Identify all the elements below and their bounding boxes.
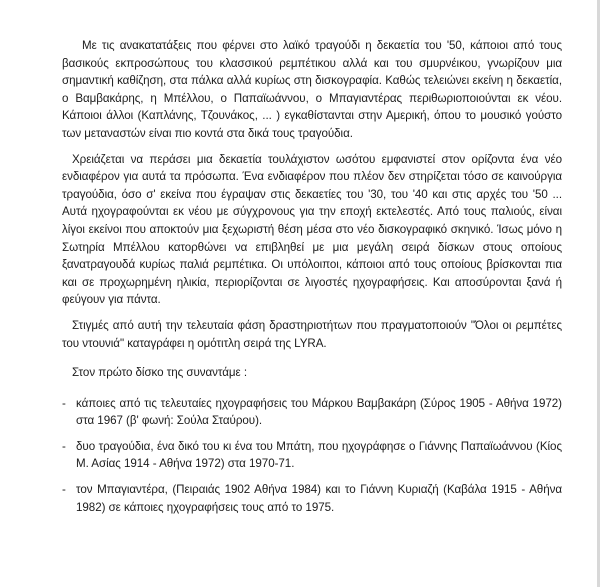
list-intro: Στον πρώτο δίσκο της συναντάμε : [72, 366, 248, 380]
list-marker: - [62, 396, 66, 410]
list-item-text: κάποιες από τις τελευταίες ηχογραφήσεις του Μάρκου Βαμβακάρη (Σύρος 1905 - Αθήνα 1972) στα 1967 (β' φωνή: Σούλα Σταύρου). [76, 396, 562, 428]
list-item [62, 481, 562, 516]
list-item [62, 395, 562, 430]
list-item [62, 438, 562, 473]
paragraph-2: Χρειάζεται να περάσει μια δεκαετία τουλάχιστον ωσότου εμφανιστεί στον ορίζοντα ένα νέο ενδιαφέρον για αυτά τα πρόσωπα. Ένα ενδιαφέρον που πλέον δεν στηρίζεται τόσο σε καινούργια τραγούδια, όσο σ' εκείνα που έγραψαν στις δεκαετίες του '30, του '40 και στις αρχές του '50 ... Αυτά ηχογραφούνται εκ νέου με σύγχρονους για την εποχή εκτελεστές. Από τους παλιούς, είναι λίγοι εκείνοι που αποκτούν μια ξεχωριστή θέση μέσα στο νέο δισκογραφικό σκηνικό. Ίσως μόνο η Σωτηρία Μπέλλου κατορθώνει να επιβληθεί με μια μεγάλη σειρά δίσκων στους οποίους ξανατραγουδά κυρίως παλιά ρεμπέτικα. Οι υπόλοιποι, κάποιοι από τους οποίους βρίσκονται πια και σε προχωρημένη ηλικία, περιορίζονται σε λιγοστές ηχογραφήσεις. Και αποσύρονται ξανά ή φεύγουν για πάντα. [62, 152, 562, 307]
paragraph-3: Στιγμές από αυτή την τελευταία φάση δραστηριοτήτων που πραγματοποιούν "Όλοι οι ρεμπέτες του ντουνιά" καταγράφει η ομότιτλη σειρά της LYRA. [62, 318, 562, 350]
body-text [62, 37, 562, 524]
list-item-text: τον Μπαγιαντέρα, (Πειραιάς 1902 Αθήνα 1984) και το Γιάννη Κυριαζή (Καβάλα 1915 - Αθήνα 1982) σε κάποιες ηχογραφήσεις τους από το 1975. [76, 483, 562, 514]
list-marker: - [62, 439, 66, 453]
paragraph-1: Με τις ανακατατάξεις που φέρνει στο λαϊκό τραγούδι η δεκαετία του '50, κάποιοι από τους βασικούς εκπροσώπους του κλασσικού ρεμπέτικου αλλά και του σμυρνέικου, γνωρίζουν μια σημαντική καθίζηση, στα πάλκα αλλά κυρίως στη δισκογραφία. Καθώς τελειώνει εκείνη η δεκαετία, ο Βαμβακάρης, η Μπέλλου, ο Παπαϊωάννου, ο Μπαγιαντέρας περιθωριοποιούνται εκ νέου. Κάποιοι άλλοι (Καπλάνης, Τζουνάκος, ... ) εγκαθίστανται στην Αμερική, όπου το μουσικό γούστο των μεταναστών είναι πιο κοντά στα δικά τους τραγούδια. [62, 39, 562, 140]
list-item-text: δυο τραγούδια, ένα δικό του κι ένα του Μπάτη, που ηχογράφησε ο Γιάννης Παπαϊωάννου (Κίος Μ. Ασίας 1914 - Αθήνα 1972) στα 1970-71. [76, 439, 562, 471]
track-list [62, 395, 562, 517]
list-marker: - [62, 483, 66, 497]
